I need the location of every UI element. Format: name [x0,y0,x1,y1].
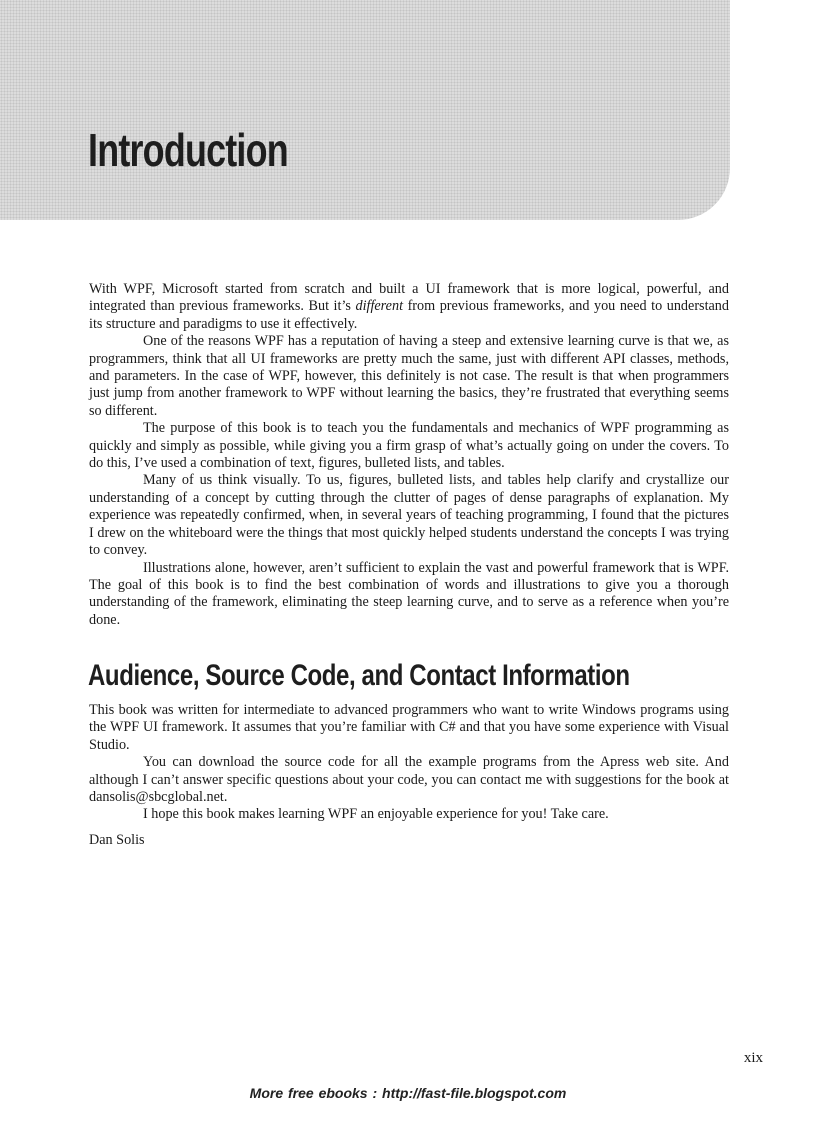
chapter-title: Introduction [88,124,288,176]
section-heading-audience: Audience, Source Code, and Contact Information [88,659,630,692]
audience-paragraph-3: I hope this book makes learning WPF an enjoyable experience for you! Take care. [143,806,609,823]
audience-paragraph-1: This book was written for intermediate to advanced programmers who want to write Windows programs using the WPF UI framework. It assumes that you’re familiar with C# and that you have some experience with Visual Studio. [89,702,729,753]
intro-paragraph-3: The purpose of this book is to teach you the fundamentals and mechanics of WPF programming as quickly and simply as possible, while giving you a firm grasp of what’s actually going on under the covers. To do this, I’ve used a combination of text, figures, bulleted lists, and tables. [89,420,729,472]
author-signature: Dan Solis [89,832,145,848]
intro-paragraph-1 [89,281,729,333]
intro-paragraph-5: Illustrations alone, however, aren’t sufficient to explain the vast and powerful framework that is WPF. The goal of this book is to find the best combination of words and illustrations to give you a thorough understanding of the framework, eliminating the steep learning curve, and to serve as a reference when you’re done. [89,559,729,628]
intro-paragraph-1-end: from previous frameworks, and you need to understand its structure and paradigms to use it effectively. [89,298,729,332]
page-number: xix [743,1050,763,1066]
intro-paragraph-4: Many of us think visually. To us, figures, bulleted lists, and tables help clarify and crystallize our understanding of a concept by cutting through the clutter of pages of dense paragraphs of explanation. My experience was repeatedly confirmed, when, in several years of teaching programming, I found that the pictures I drew on the whiteboard were the things that most quickly helped students understand the concepts I was trying to convey. [89,472,729,559]
audience-paragraph-2: You can download the source code for all the example programs from the Apress web site. And although I can’t answer specific questions about your code, you can contact me with suggestions for the book at dansolis@sbcglobal.net. [89,754,729,806]
audience-text-block [89,702,729,824]
intro-paragraph-1-start: With WPF, Microsoft started from scratch and built a UI framework that is more logical, powerful, and integrated than previous frameworks. But it’s [89,281,729,315]
intro-text-block [89,281,729,629]
chapter-header-band [0,0,730,220]
intro-paragraph-2: One of the reasons WPF has a reputation of having a steep and extensive learning curve is that we, as programmers, think that all UI frameworks are pretty much the same, just with different API classes, methods, and parameters. In the case of WPF, however, this definitely is not case. The result is that when programmers just jump from another framework to WPF without learning the basics, they’re frustrated that everything seems so different. [89,333,729,419]
emphasis-different: different [355,298,404,315]
footer-ebook-link: More free ebooks : http://fast-file.blogspot.com [249,1085,567,1101]
